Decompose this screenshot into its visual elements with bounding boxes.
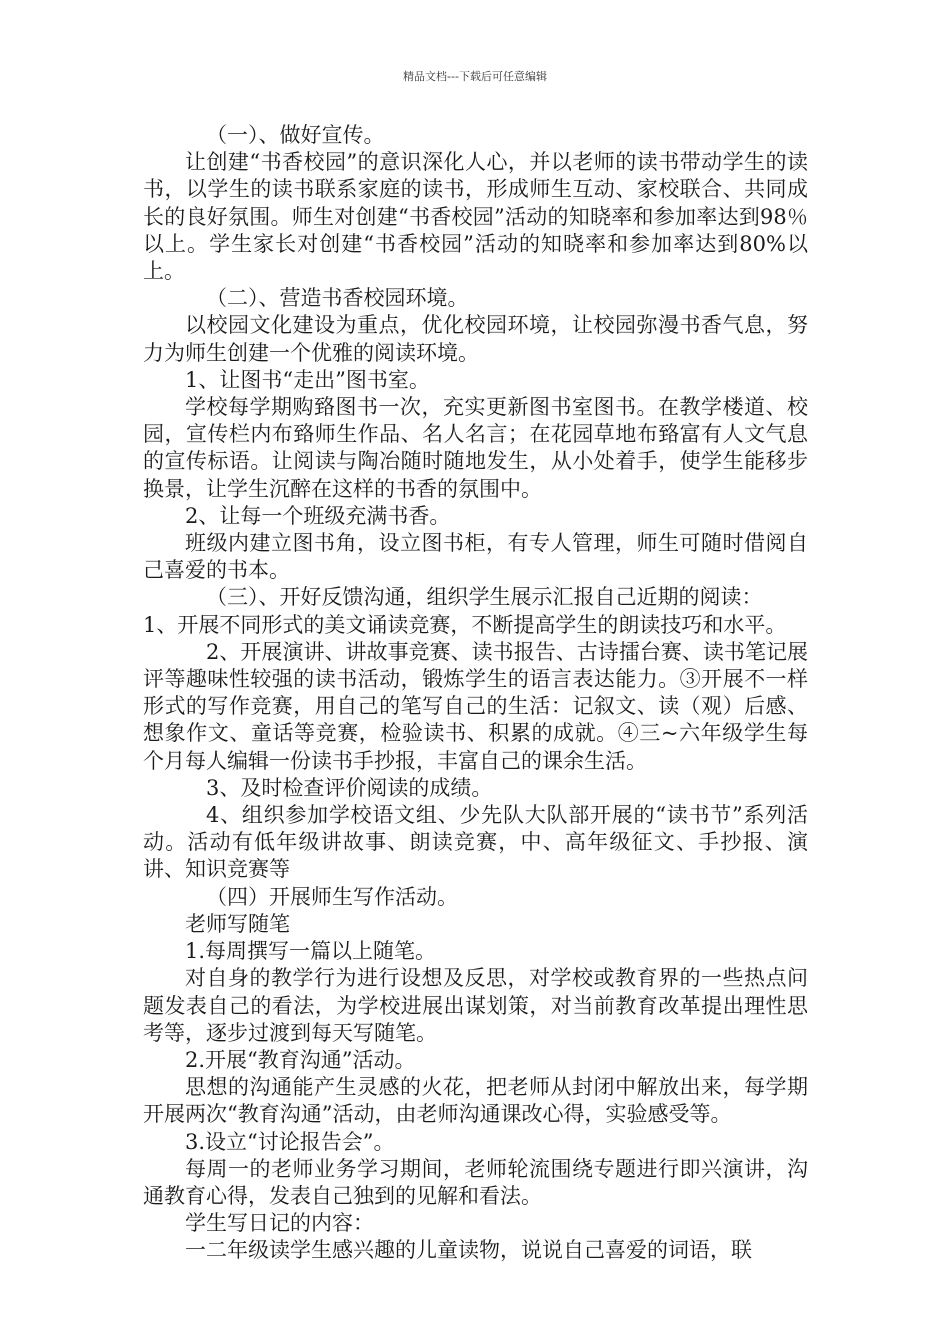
paragraph: 班级内建立图书角，设立图书柜，有专人管理，师生可随时借阅自己喜爱的书本。: [143, 531, 808, 583]
list-item-heading: 2.开展“教育沟通”活动。: [185, 1047, 416, 1072]
paragraph: 让创建“书香校园”的意识深化人心，并以老师的读书带动学生的读书，以学生的读书联系家庭的读书，形成师生互动、家校联合、共同成长的良好氛围。师生对创建“书香校园”活动的知晓率和参加率达到98％以上。学生家长对创建“书香校园”活动的知晓率和参加率达到80%以上。: [143, 150, 808, 284]
paragraph: 学校每学期购臵图书一次，充实更新图书室图书。在教学楼道、校园，宣传栏内布臵师生作品、名人名言；在花园草地布臵富有人文气息的宣传标语。让阅读与陶冶随时随地发生，从小处着手，使学生能移步换景，让学生沉醉在这样的书香的氛围中。: [143, 395, 808, 501]
paragraph: 以校园文化建设为重点，优化校园环境，让校园弥漫书香气息，努力为师生创建一个优雅的阅读环境。: [143, 313, 808, 365]
paragraph: 思想的沟通能产生灵感的火花，把老师从封闭中解放出来，每学期开展两次“教育沟通”活动，由老师沟通课改心得，实验感受等。: [143, 1075, 808, 1127]
subheading: 老师写随笔: [185, 911, 290, 936]
document-body: [143, 122, 808, 1265]
list-item-heading: 1.每周撰写一篇以上随笔。: [185, 939, 437, 964]
list-item-heading: 3.设立“讨论报告会”。: [185, 1129, 395, 1154]
paragraph: 对自身的教学行为进行设想及反思，对学校或教育界的一些热点问题发表自己的看法，为学校进展出谋划策，对当前教育改革提出理性思考等，逐步过渡到每天写随笔。: [143, 966, 808, 1045]
list-item: 4、组织参加学校语文组、少先队大队部开展的“读书节”系列活动。活动有低年级讲故事、朗读竞赛，中、高年级征文、手抄报、演讲、知识竞赛等: [143, 803, 808, 882]
list-item-heading: 1、让图书“走出”图书室。: [185, 367, 430, 392]
list-item: 1、开展不同形式的美文诵读竞赛，不断提高学生的朗读技巧和水平。: [143, 612, 787, 637]
section-heading-4: （四）开展师生写作活动。: [206, 884, 458, 909]
list-item-heading: 2、让每一个班级充满书香。: [185, 503, 451, 528]
paragraph: 一二年级读学生感兴趣的儿童读物，说说自己喜爱的词语，联: [185, 1238, 752, 1263]
subheading: 学生写日记的内容：: [185, 1211, 374, 1236]
list-item: 3、及时检查评价阅读的成绩。: [206, 775, 493, 800]
paragraph: 每周一的老师业务学习期间，老师轮流围绕专题进行即兴演讲，沟通教育心得，发表自己独到的见解和看法。: [143, 1156, 808, 1208]
section-heading-1: （一）、做好宣传。: [206, 123, 385, 147]
page-header: 精品文档---下载后可任意编辑: [403, 70, 547, 83]
list-item: 2、开展演讲、讲故事竞赛、读书报告、古诗擂台赛、读书笔记展评等趣味性较强的读书活动，锻炼学生的语言表达能力。③开展不一样形式的写作竞赛，用自己的笔写自己的生活：记叙文、读（观）后感、想象作文、童话等竞赛，检验读书、积累的成就。④三~六年级学生每个月每人编辑一份读书手抄报，丰富自己的课余生活。: [143, 639, 808, 773]
section-heading-3: （三）、开好反馈沟通，组织学生展示汇报自己近期的阅读：: [206, 585, 763, 610]
section-heading-2: （二）、营造书香校园环境。: [206, 286, 469, 311]
